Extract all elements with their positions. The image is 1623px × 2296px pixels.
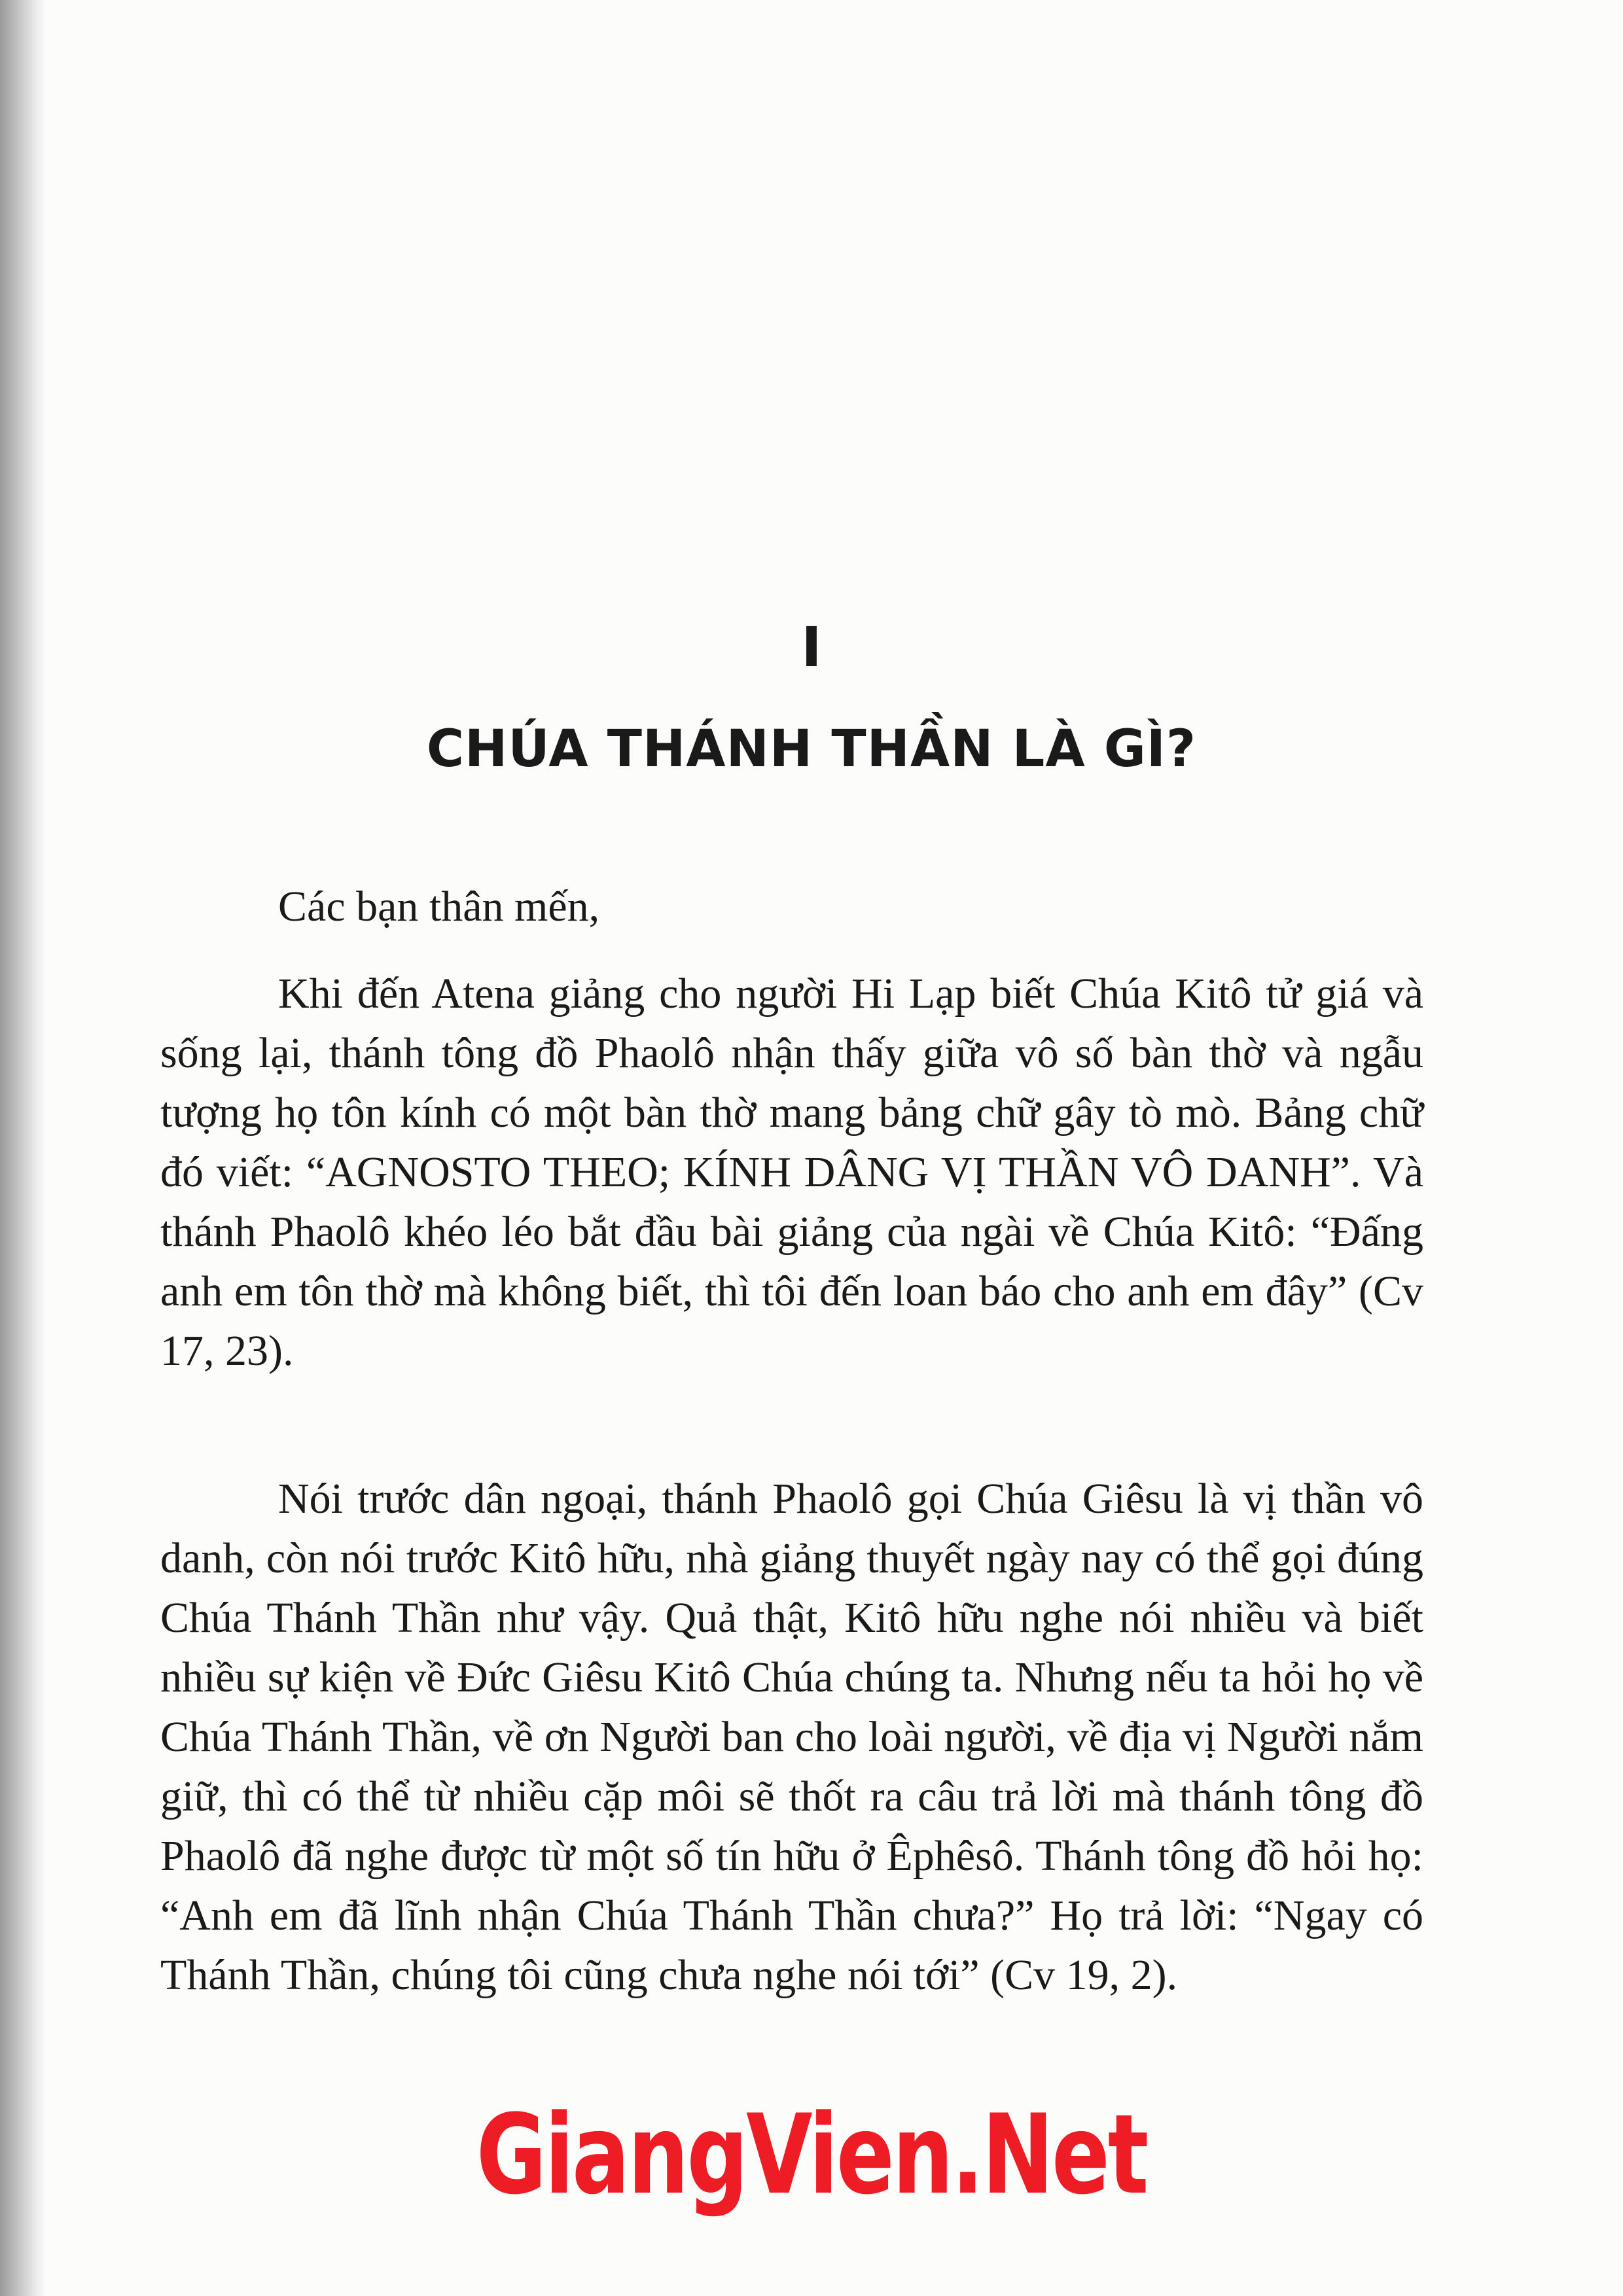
binding-shadow	[0, 0, 46, 2296]
paragraph-2: Nói trước dân ngoại, thánh Phaolô gọi Chúa Giêsu là vị thần vô danh, còn nói trước Kitô hữu, nhà giảng thuyết ngày nay có thể gọi đúng Chúa Thánh Thần như vậy. Quả thật, Kitô hữu nghe nói nhiều và biết nhiều sự kiện về Đức Giêsu Kitô Chúa chúng ta. Nhưng nếu ta hỏi họ về Chúa Thánh Thần, về ơn Người ban cho loài người, về địa vị Người nắm giữ, thì có thể từ nhiều cặp môi sẽ thốt ra câu trả lời mà thánh tông đồ Phaolô đã nghe được từ một số tín hữu ở Êphêsô. Thánh tông đồ hỏi họ: “Anh em đã lĩnh nhận Chúa Thánh Thần chưa?” Họ trả lời: “Ngay có Thánh Thần, chúng tôi cũng chưa nghe nói tới” (Cv 19, 2).	[160, 1475, 1423, 1999]
watermark-logo: GiangVien.Net	[476, 2091, 1147, 2219]
salutation: Các bạn thân mến,	[278, 883, 600, 930]
chapter-title: CHÚA THÁNH THẦN LÀ GÌ?	[426, 720, 1197, 779]
paragraph-1: Khi đến Atena giảng cho người Hi Lạp biết Chúa Kitô tử giá và sống lại, thánh tông đồ Phaolô nhận thấy giữa vô số bàn thờ và ngẫu tượng họ tôn kính có một bàn thờ mang bảng chữ gây tò mò. Bảng chữ đó viết: “AGNOSTO THEO; KÍNH DÂNG VỊ THẦN VÔ DANH”. Và thánh Phaolô khéo léo bắt đầu bài giảng của ngài về Chúa Kitô: “Đấng anh em tôn thờ mà không biết, thì tôi đến loan báo cho anh em đây” (Cv 17, 23).	[160, 970, 1423, 1375]
chapter-number: I	[801, 615, 822, 679]
